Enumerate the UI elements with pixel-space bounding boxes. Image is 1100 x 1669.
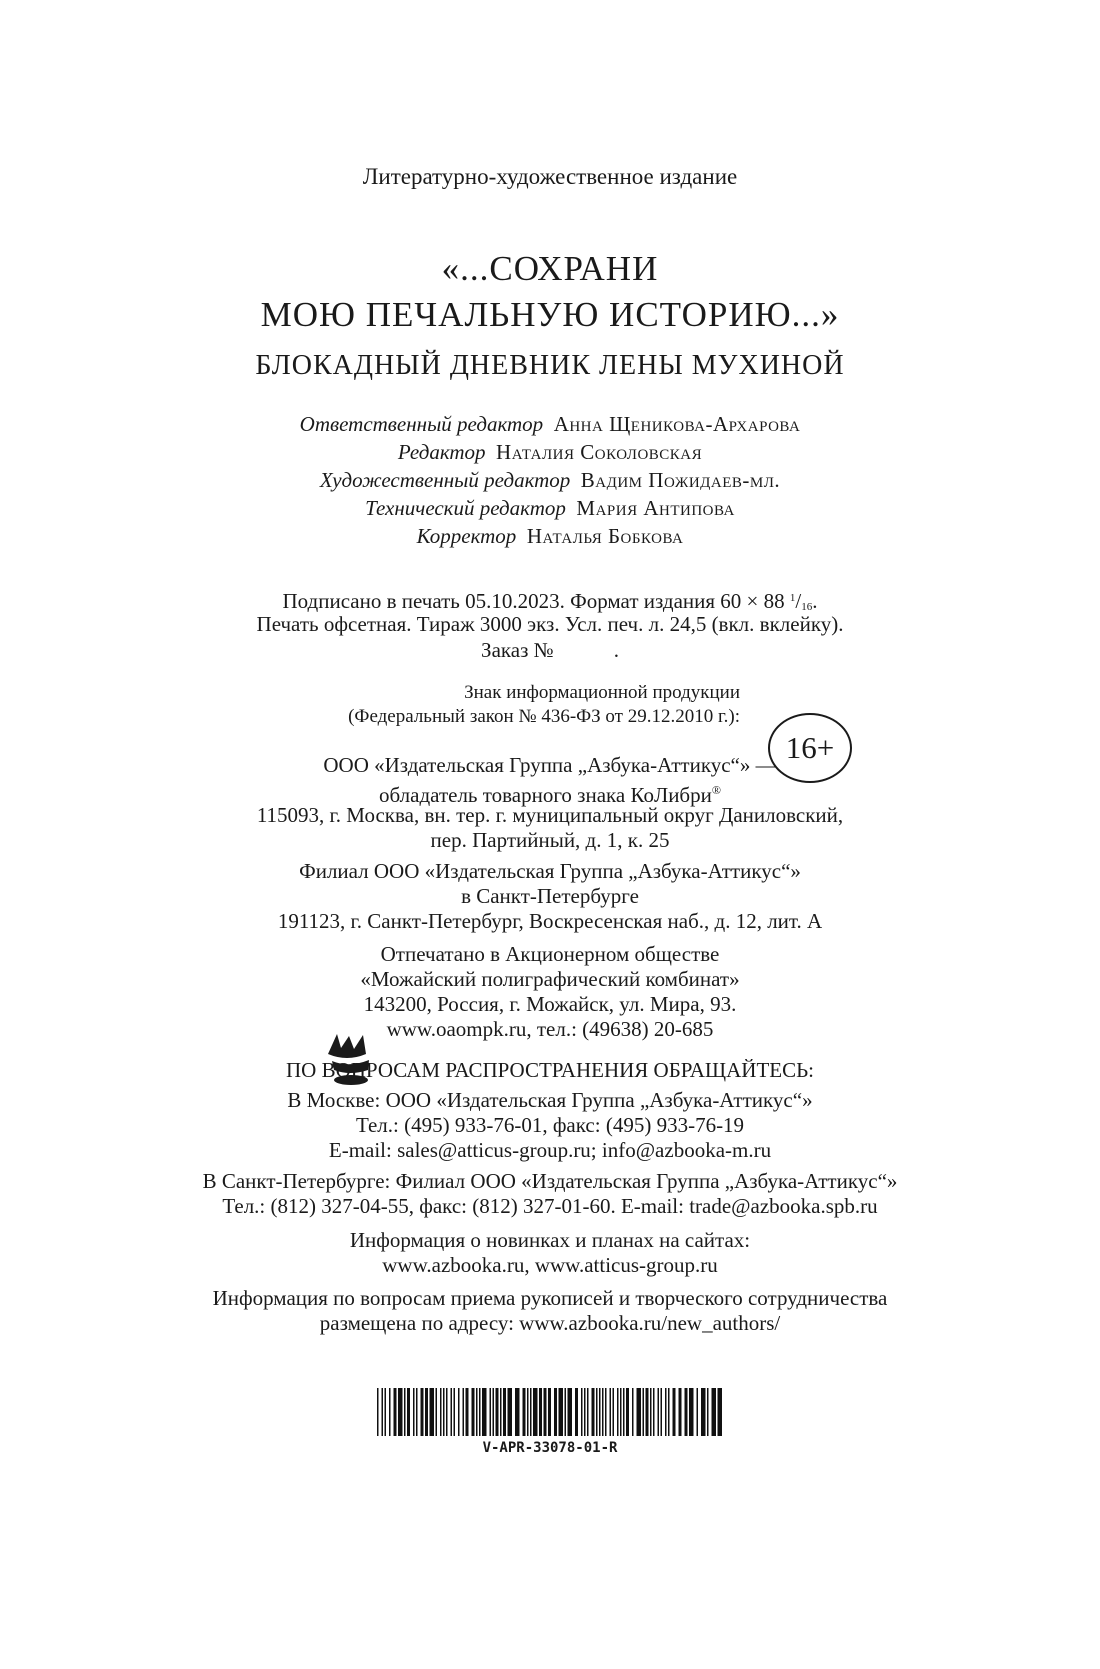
barcode-bar <box>653 1388 655 1436</box>
age-rating-badge: 16+ <box>768 713 852 783</box>
book-title-line-2: МОЮ ПЕЧАЛЬНУЮ ИСТОРИЮ...» <box>260 295 840 334</box>
staff-name: Анна Щеникова-Архарова <box>553 412 801 436</box>
barcode-bar <box>596 1388 598 1436</box>
barcode-bar <box>707 1388 709 1436</box>
manuscripts-line-1: Информация по вопросам приема рукописей и творческого сотрудничества <box>212 1286 888 1310</box>
distribution-moscow-2: Тел.: (495) 933-76-01, факс: (495) 933-76-19 <box>355 1113 745 1137</box>
barcode-bar <box>673 1388 676 1436</box>
distribution-heading: ПО ВОПРОСАМ РАСПРОСТРАНЕНИЯ ОБРАЩАЙТЕСЬ: <box>286 1058 814 1082</box>
barcode-bar <box>490 1388 492 1436</box>
staff-row <box>0 412 1100 437</box>
barcode-bar <box>413 1388 415 1436</box>
book-subtitle: БЛОКАДНЫЙ ДНЕВНИК ЛЕНЫ МУХИНОЙ <box>255 350 845 381</box>
barcode-bar <box>463 1388 465 1436</box>
barcode-bar <box>454 1388 456 1436</box>
barcode-bar <box>689 1388 694 1436</box>
barcode-bar <box>646 1388 649 1436</box>
order-period: . <box>613 638 619 662</box>
barcode-bar <box>407 1388 410 1436</box>
distribution-moscow-1: В Москве: ООО «Издательская Группа „Азбука-Аттикус“» <box>287 1088 813 1112</box>
barcode-bar <box>421 1388 424 1436</box>
barcode-bar <box>425 1388 428 1436</box>
barcode-bar <box>544 1388 547 1436</box>
barcode-bar <box>620 1388 622 1436</box>
barcode-bar <box>565 1388 567 1436</box>
barcode-bar <box>632 1388 634 1436</box>
barcode-bar <box>500 1388 502 1436</box>
barcode-bar <box>377 1388 379 1436</box>
age-rating-label-2: (Федеральный закон № 436-ФЗ от 29.12.2010 г.): <box>348 706 740 727</box>
barcode-bar <box>679 1388 682 1436</box>
staff-name: Наталия Соколовская <box>496 440 703 464</box>
barcode-bar <box>599 1388 601 1436</box>
barcode-bar <box>443 1388 445 1436</box>
barcode-bar <box>451 1388 453 1436</box>
barcode <box>375 1388 725 1436</box>
staff-role: Редактор <box>397 440 486 464</box>
manuscripts-line-2: размещена по адресу: www.azbooka.ru/new_authors/ <box>319 1311 781 1335</box>
staff-role: Художественный редактор <box>319 468 571 492</box>
printer-contacts: www.oaompk.ru, тел.: (49638) 20-685 <box>386 1017 714 1041</box>
staff-row <box>0 440 1100 465</box>
barcode-bar <box>587 1388 589 1436</box>
barcode-bar <box>493 1388 495 1436</box>
barcode-bar <box>718 1388 723 1436</box>
age-rating-label-1: Знак информационной продукции <box>464 682 740 703</box>
barcode-bar <box>685 1388 688 1436</box>
printer-line-2: «Можайский полиграфический комбинат» <box>360 967 740 991</box>
registered-mark: ® <box>711 783 721 797</box>
barcode-bar <box>665 1388 667 1436</box>
barcode-bar <box>416 1388 418 1436</box>
edition-type: Литературно-художественное издание <box>362 164 738 189</box>
staff-row <box>0 524 1100 549</box>
barcode-bar <box>515 1388 520 1436</box>
barcode-bar <box>602 1388 604 1436</box>
barcode-bar <box>661 1388 663 1436</box>
staff-row <box>0 468 1100 493</box>
barcode-bar <box>554 1388 557 1436</box>
print-info-line-2: Печать офсетная. Тираж 3000 экз. Усл. печ. л. 24,5 (вкл. вклейку). <box>256 612 844 636</box>
barcode-bar <box>637 1388 642 1436</box>
websites-line-1: Информация о новинках и планах на сайтах: <box>349 1228 751 1252</box>
barcode-bar <box>592 1388 595 1436</box>
barcode-bar <box>626 1388 629 1436</box>
barcode-bar <box>658 1388 660 1436</box>
barcode-bar <box>575 1388 578 1436</box>
staff-name: Мария Антипова <box>576 496 735 520</box>
barcode-bar <box>404 1388 406 1436</box>
publisher-address-1: 115093, г. Москва, вн. тер. г. муниципальный округ Даниловский, <box>256 803 844 827</box>
barcode-bar <box>701 1388 706 1436</box>
branch-line-1: Филиал ООО «Издательская Группа „Азбука-Аттикус“» <box>299 859 801 883</box>
printer-line-1: Отпечатано в Акционерном обществе <box>380 942 720 966</box>
barcode-bar <box>584 1388 586 1436</box>
barcode-bar <box>559 1388 564 1436</box>
barcode-bar <box>440 1388 442 1436</box>
publisher-address-2: пер. Партийный, д. 1, к. 25 <box>430 828 670 852</box>
barcode-bar <box>643 1388 645 1436</box>
barcode-bar <box>430 1388 435 1436</box>
staff-name: Вадим Пожидаев-мл. <box>580 468 781 492</box>
barcode-bar <box>446 1388 448 1436</box>
staff-name: Наталья Бобкова <box>526 524 684 548</box>
barcode-bar <box>617 1388 619 1436</box>
printer-address: 143200, Россия, г. Можайск, ул. Мира, 93. <box>363 992 737 1016</box>
barcode-text: V-APR-33078-01-R <box>482 1440 618 1456</box>
barcode-bar <box>436 1388 438 1436</box>
format-denominator: 16 <box>801 601 813 613</box>
barcode-bar <box>482 1388 487 1436</box>
publisher-line-1: ООО «Издательская Группа „Азбука-Аттикус“» — <box>323 753 777 777</box>
barcode-bar <box>533 1388 538 1436</box>
barcode-bar <box>568 1388 573 1436</box>
distribution-spb-2: Тел.: (812) 327-04-55, факс: (812) 327-01-60. E-mail: trade@azbooka.spb.ru <box>222 1194 878 1218</box>
staff-role: Технический редактор <box>365 496 566 520</box>
barcode-bar <box>581 1388 583 1436</box>
staff-row <box>0 496 1100 521</box>
barcode-bar <box>613 1388 615 1436</box>
barcode-bar <box>650 1388 652 1436</box>
barcode-bar <box>389 1388 391 1436</box>
branch-line-2: в Санкт-Петербурге <box>461 884 639 908</box>
barcode-bar <box>605 1388 607 1436</box>
barcode-bar <box>610 1388 612 1436</box>
barcode-bar <box>530 1388 532 1436</box>
barcode-bar <box>458 1388 460 1436</box>
barcode-bar <box>472 1388 475 1436</box>
barcode-bar <box>385 1388 387 1436</box>
barcode-bar <box>496 1388 499 1436</box>
barcode-bar <box>623 1388 625 1436</box>
distribution-moscow-3: E-mail: sales@atticus-group.ru; info@azbooka-m.ru <box>328 1138 772 1162</box>
barcode-bar <box>523 1388 526 1436</box>
barcode-bar <box>382 1388 384 1436</box>
websites-line-2: www.azbooka.ru, www.atticus-group.ru <box>382 1253 718 1277</box>
format-fraction: $^1/_{16}$ <box>789 589 813 613</box>
barcode-bar <box>394 1388 397 1436</box>
barcode-bar <box>548 1388 551 1436</box>
barcode-bar <box>503 1388 506 1436</box>
barcode-bar <box>712 1388 717 1436</box>
staff-role: Ответственный редактор <box>299 412 544 436</box>
barcode-bar <box>479 1388 481 1436</box>
barcode-bar <box>466 1388 469 1436</box>
print-info-period: . <box>812 589 818 613</box>
barcode-bar <box>398 1388 403 1436</box>
order-label: Заказ № <box>481 638 554 662</box>
distribution-spb-1: В Санкт-Петербурге: Филиал ООО «Издательская Группа „Азбука-Аттикус“» <box>202 1169 898 1193</box>
publisher-trademark: обладатель товарного знака КоЛибри <box>379 783 712 807</box>
barcode-bar <box>476 1388 478 1436</box>
barcode-bar <box>668 1388 670 1436</box>
staff-role: Корректор <box>416 524 517 548</box>
barcode-bar <box>508 1388 513 1436</box>
print-info-text: Подписано в печать 05.10.2023. Формат издания 60 × 88 <box>282 589 785 613</box>
branch-address: 191123, г. Санкт-Петербург, Воскресенская наб., д. 12, лит. А <box>277 909 823 933</box>
barcode-bar <box>697 1388 699 1436</box>
format-numerator: 1 <box>789 592 796 604</box>
barcode-bar <box>527 1388 529 1436</box>
order-number <box>0 637 1100 664</box>
book-title-line-1: «...СОХРАНИ <box>441 249 659 288</box>
barcode-bar <box>539 1388 542 1436</box>
